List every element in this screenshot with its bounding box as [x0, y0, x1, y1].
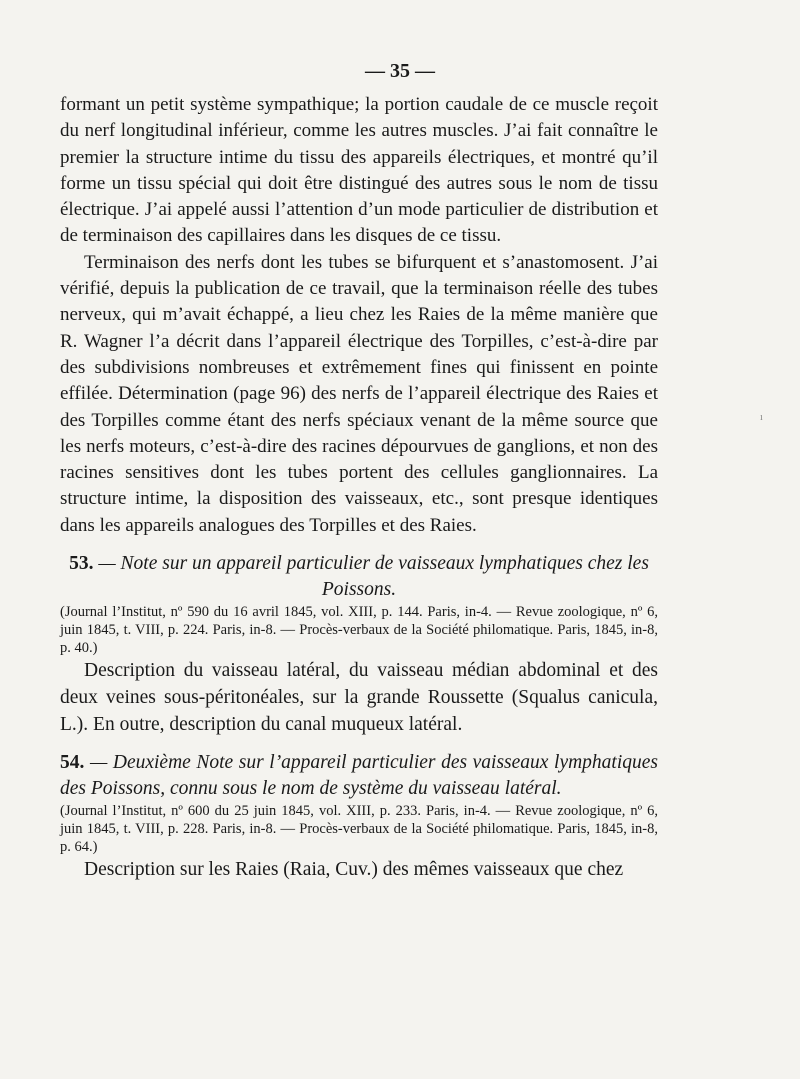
section-53-heading	[60, 551, 658, 603]
section-54-title: — Deuxième Note sur l’appareil particulier des vaisseaux lymphatiques des Poissons, connu sous le nom de système du vaisseau latéral.	[60, 752, 659, 800]
margin-mark: ı	[760, 412, 763, 423]
section-54	[60, 750, 658, 883]
section-53	[60, 551, 658, 738]
section-53-number: 53.	[69, 553, 94, 575]
section-53-text: Description du vaisseau latéral, du vaisseau médian abdominal et des deux veines sous-péritonéales, sur la grande Roussette (Squalus canicula, L.). En outre, description du canal muqueux latéral.	[60, 660, 658, 736]
paragraph-2: Terminaison des nerfs dont les tubes se bifurquent et s’anastomosent. J’ai vérifié, depuis la publication de ce travail, que la terminaison réelle des tubes nerveux, qui m’avait échappé, a lieu chez les Raies de la même manière que R. Wagner l’a décrit dans l’appareil électrique des Torpilles, c’est-à-dire par des subdivisions nombreuses et extrêmement fines qui finissent en pointe effilée. Détermination (page 96) des nerfs de l’appareil électrique des Raies et des Torpilles comme étant des nerfs spéciaux venant de la même source que les nerfs moteurs, c’est-à-dire des racines dépourvues de ganglions, et non des racines sensitives dont les tubes portent des cellules ganglionnaires. La structure intime, la disposition des vaisseaux, etc., sont presque identiques dans les appareils analogues des Torpilles et des Raies.	[60, 251, 658, 536]
section-53-title: — Note sur un appareil particulier de vaisseaux lymphatiques chez les Poissons.	[98, 553, 649, 601]
page-number: — 35 —	[365, 60, 435, 82]
section-53-citation: (Journal l’Institut, nº 590 du 16 avril 1845, vol. XIII, p. 144. Paris, in-4. — Revue zoologique, nº 6, juin 1845, t. VIII, p. 224. Paris, in-8. — Procès-verbaux de la Société philomatique. Paris, 1845, in-8, p. 40.)	[60, 604, 658, 657]
paragraph-1: formant un petit système sympathique; la portion caudale de ce muscle reçoit du nerf longitudinal inférieur, comme les autres muscles. J’ai fait connaître le premier la structure intime du tissu des appareils électriques, et montré qu’il forme un tissu spécial qui doit être distingué des autres sous le nom de tissu électrique. J’ai appelé aussi l’attention d’un mode particulier de distribution et de terminaison des capillaires dans les disques de ce tissu.	[60, 94, 658, 247]
section-54-citation: (Journal l’Institut, nº 600 du 25 juin 1845, vol. XIII, p. 233. Paris, in-4. — Revue zoologique, nº 6, juin 1845, t. VIII, p. 228. Paris, in-8. — Procès-verbaux de la Société philomatique. Paris, 1845, in-8, p. 64.)	[60, 803, 658, 856]
section-54-text: Description sur les Raies (Raia, Cuv.) des mêmes vaisseaux que chez	[84, 859, 624, 881]
section-54-number: 54.	[60, 752, 85, 774]
section-54-heading	[60, 750, 658, 802]
page-body	[60, 92, 658, 883]
